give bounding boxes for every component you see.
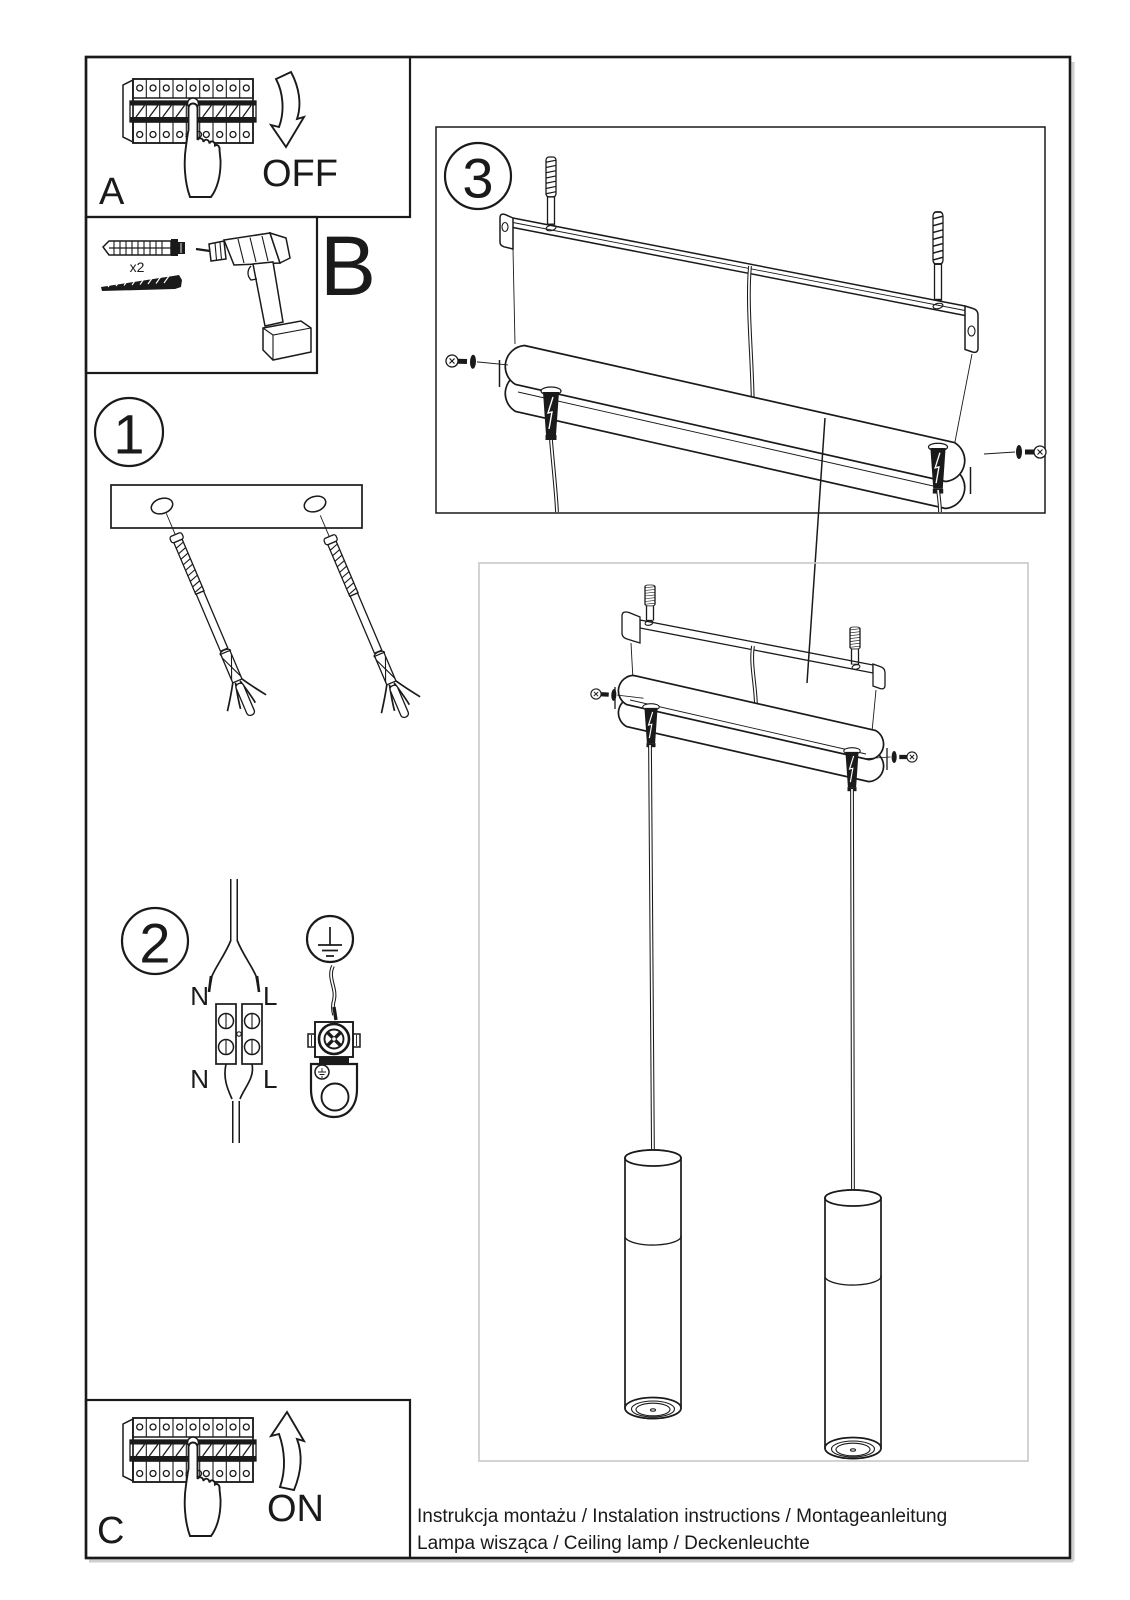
on-label: ON bbox=[267, 1488, 324, 1530]
earth-clamp bbox=[308, 1022, 360, 1117]
footer-line-1: Instrukcja montażu / Instalation instructions / Montageanleitung bbox=[417, 1506, 948, 1527]
step-1 bbox=[95, 398, 425, 725]
lamp-cable bbox=[225, 1064, 253, 1143]
section-b-tools bbox=[86, 217, 317, 373]
footer bbox=[417, 1506, 947, 1554]
assembled-lamp-box bbox=[479, 563, 1028, 1461]
mains-cable bbox=[209, 879, 259, 992]
off-label: OFF bbox=[262, 153, 338, 195]
terminal-block bbox=[216, 1004, 262, 1064]
wire-label-l-top: L bbox=[263, 981, 278, 1011]
instruction-sheet: ≈ OFF A x2 B 1 2 N L N L 3 ON C Instrukcja montażu / Instalation instructions / Montageanleitung Lampa wisząca / Ceiling lamp / Deckenleuchte bbox=[0, 0, 1130, 1600]
ground-symbol-icon bbox=[307, 916, 353, 962]
arrow-up-icon bbox=[271, 1412, 304, 1490]
screw-icon bbox=[101, 275, 182, 291]
step-1-number: 1 bbox=[113, 402, 145, 466]
wall-plug-icon bbox=[103, 239, 185, 256]
wire-label-n-bottom: N bbox=[190, 1064, 209, 1094]
step-3-detail-box bbox=[436, 127, 1046, 513]
drill-icon bbox=[196, 233, 311, 360]
step-3-number: 3 bbox=[462, 146, 494, 210]
arrow-down-icon bbox=[271, 72, 304, 147]
footer-line-2: Lampa wisząca / Ceiling lamp / Deckenleuchte bbox=[417, 1533, 810, 1554]
section-c-power-on bbox=[86, 1400, 410, 1558]
step-2-number: 2 bbox=[139, 911, 171, 975]
canopy bbox=[500, 346, 971, 509]
section-c-label: C bbox=[97, 1510, 125, 1552]
section-b-label: B bbox=[320, 219, 377, 313]
anchor-count-label: x2 bbox=[129, 259, 145, 275]
section-a-power-off bbox=[86, 57, 410, 217]
step-2 bbox=[122, 879, 360, 1143]
ground-wire bbox=[331, 966, 336, 1020]
page-border bbox=[86, 57, 1070, 1558]
page-shadow bbox=[89, 62, 1073, 1561]
wire-label-l-bottom: L bbox=[263, 1064, 278, 1094]
section-a-label: A bbox=[99, 171, 125, 213]
ceiling-bracket bbox=[500, 214, 978, 352]
wire-label-n-top: N bbox=[190, 981, 209, 1011]
